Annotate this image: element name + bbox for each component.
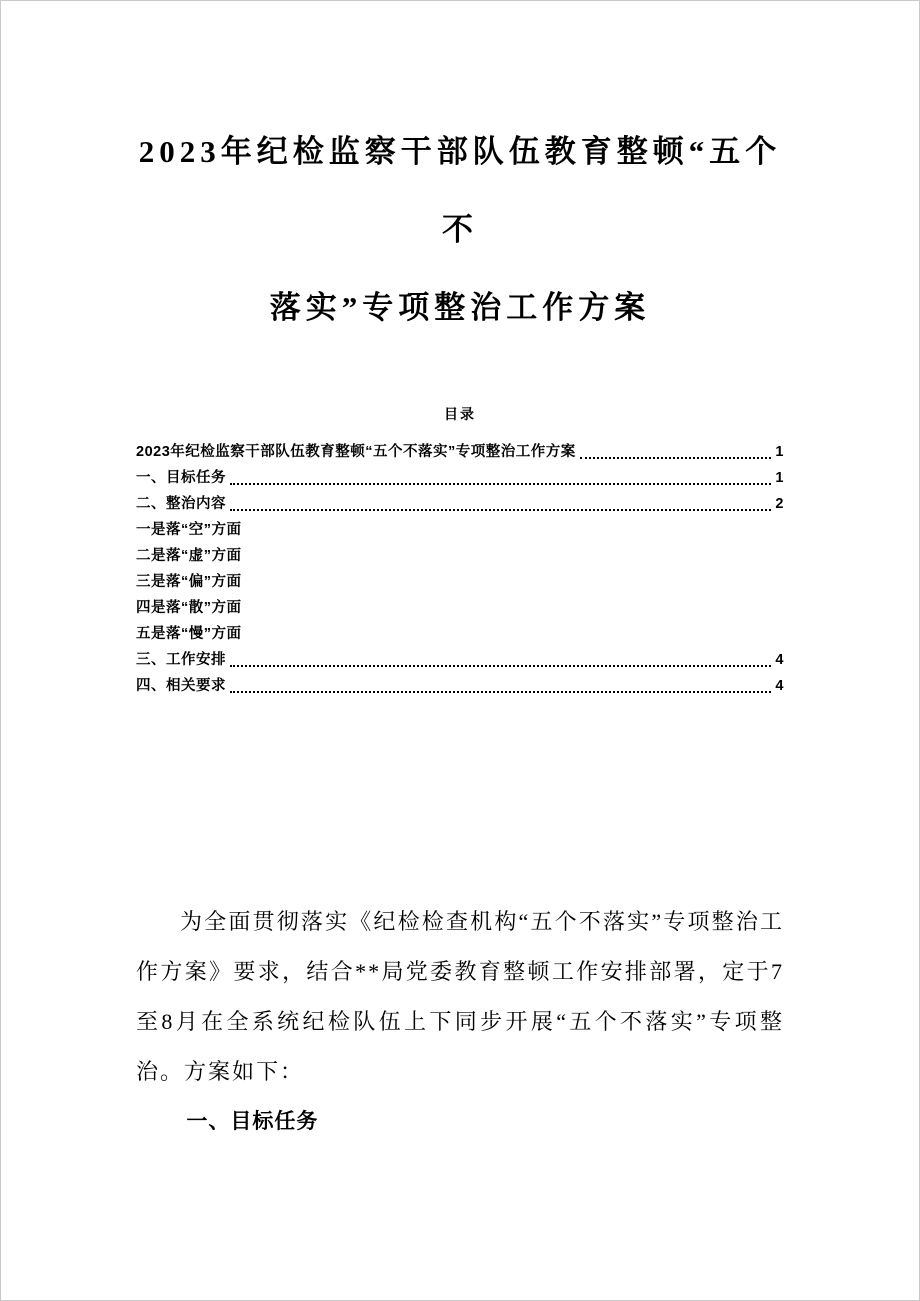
body-paragraph: 为全面贯彻落实《纪检检查机构“五个不落实”专项整治工作方案》要求，结合**局党委教育整顿工作安排部署，定于7至8月在全系统纪检队伍上下同步开展“五个不落实”专项整治。方案如下：	[136, 909, 784, 1084]
toc-entry-aspect-4	[136, 595, 784, 621]
toc-entry-label: 二是落“虚”方面	[136, 548, 242, 564]
toc-entry-aspect-5	[136, 621, 784, 647]
toc-entry-aspect-2	[136, 543, 784, 569]
toc-leader-dots	[230, 691, 771, 693]
toc-entry-requirements	[136, 673, 784, 699]
toc-entry-aspect-3	[136, 569, 784, 595]
toc-entry-label: 一、目标任务	[136, 470, 226, 486]
toc-entry-document-title	[136, 439, 784, 465]
toc-title: 目录	[444, 408, 476, 423]
toc-page-number: 2	[775, 496, 784, 512]
document-title-line-3: 落实”专项整治工作方案	[269, 290, 651, 325]
toc-leader-dots	[580, 457, 772, 459]
toc-entry-work-plan	[136, 647, 784, 673]
toc-entry-label: 五是落“慢”方面	[136, 626, 242, 642]
document-body	[136, 897, 784, 1147]
toc-page-number: 1	[775, 470, 784, 486]
toc-page-number: 4	[775, 652, 784, 668]
toc-entry-label: 四是落“散”方面	[136, 600, 242, 616]
document-title-line-1: 2023年纪检监察干部队伍教育整顿“五个	[138, 134, 782, 169]
table-of-contents	[136, 405, 784, 699]
toc-entry-label: 三、工作安排	[136, 652, 226, 668]
toc-entry-label: 三是落“偏”方面	[136, 574, 242, 590]
toc-page-number: 1	[775, 444, 784, 460]
toc-entry-label: 二、整治内容	[136, 496, 226, 512]
toc-entry-aspect-1	[136, 517, 784, 543]
toc-leader-dots	[230, 665, 771, 667]
toc-entry-label: 四、相关要求	[136, 678, 226, 694]
toc-leader-dots	[230, 483, 771, 485]
toc-entry-content	[136, 491, 784, 517]
toc-list	[136, 439, 784, 699]
toc-entry-goals	[136, 465, 784, 491]
toc-leader-dots	[230, 509, 771, 511]
toc-page-number: 4	[775, 678, 784, 694]
document-title	[136, 113, 784, 347]
document-title-line-2: 不	[442, 212, 478, 247]
toc-entry-label: 一是落“空”方面	[136, 522, 242, 538]
toc-entry-label: 2023年纪检监察干部队伍教育整顿“五个不落实”专项整治工作方案	[136, 444, 576, 460]
section-heading-goals: 一、目标任务	[186, 1110, 319, 1133]
